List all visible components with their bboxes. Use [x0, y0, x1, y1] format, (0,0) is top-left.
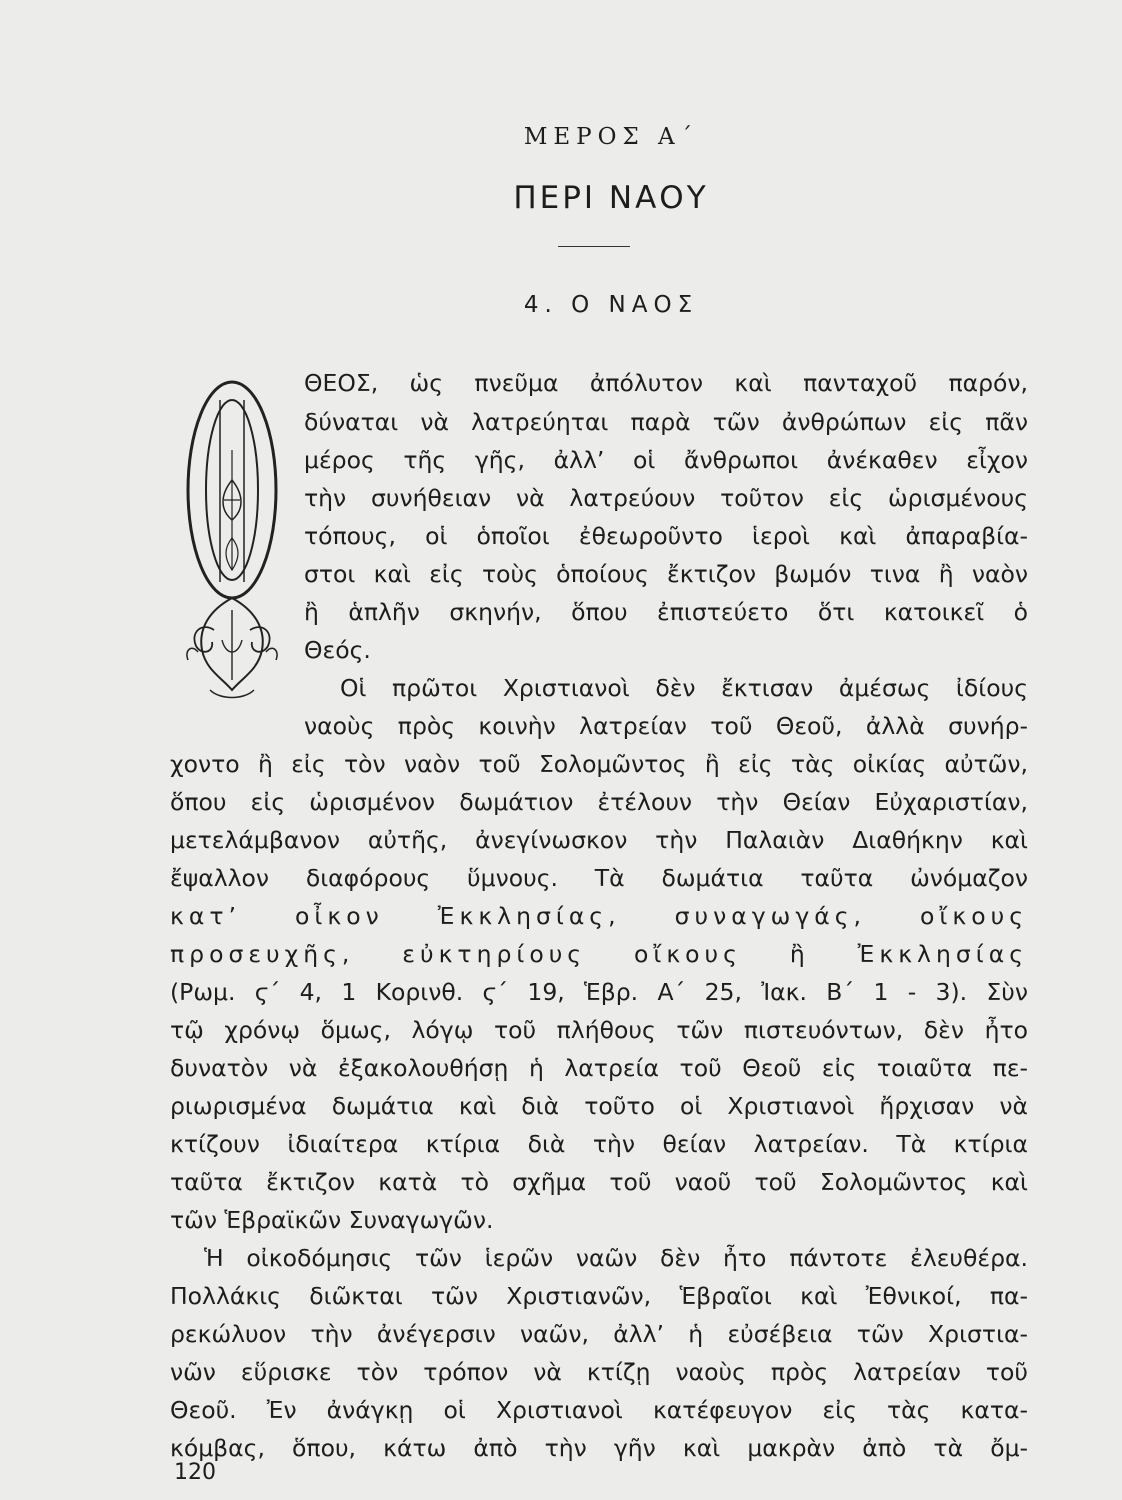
chapter-title: 4. Ο ΝΑΟΣ	[523, 292, 699, 318]
text-line-13: μετελάμβανον αὐτῆς, ἀνεγίνωσκον τὴν Παλαιὰν Διαθήκην καὶ	[170, 826, 1028, 854]
text-line-2: δύναται νὰ λατρεύηται παρὰ τῶν ἀνθρώπων εἰς πᾶν	[304, 408, 1028, 436]
part-title: ΜΕΡΟΣ Α΄	[523, 124, 699, 150]
text-line-16: προσευχῆς, εὐκτηρίους οἴκους ἢ Ἐκκλησίας	[170, 940, 1028, 968]
text-line-15: κατ’ οἶκον Ἐκκλησίας, συναγωγάς, οἴκους	[170, 902, 1028, 930]
text-line-4: τὴν συνήθειαν νὰ λατρεύουν τοῦτον εἰς ὡρισμένους	[304, 484, 1028, 512]
title-divider	[558, 246, 630, 247]
dropcap-letter: Ο	[232, 379, 234, 381]
text-line-8: Θεός.	[304, 636, 371, 664]
text-line-9: Οἱ πρῶτοι Χριστιανοὶ δὲν ἔκτισαν ἀμέσως ἰδίους	[340, 674, 1028, 702]
text-line-21: κτίζουν ἰδιαίτερα κτίρια διὰ τὴν θείαν λατρείαν. Τὰ κτίρια	[170, 1130, 1028, 1158]
text-line-17: (Ρωμ. ϛ΄ 4, 1 Κορινθ. ϛ΄ 19, Ἑβρ. Α΄ 25, Ἰακ. Β΄ 1 - 3). Σὺν	[170, 978, 1028, 1006]
text-line-5: τόπους, οἱ ὁποῖοι ἐθεωροῦντο ἱεροὶ καὶ ἀπαραβία-	[304, 522, 1028, 550]
page-number: 120	[174, 1460, 216, 1485]
text-line-23: τῶν Ἑβραϊκῶν Συναγωγῶν.	[170, 1206, 494, 1234]
section-title: ΠΕΡΙ ΝΑΟΥ	[513, 180, 709, 216]
text-line-12: ὅπου εἰς ὡρισμένον δωμάτιον ἐτέλουν τὴν Θείαν Εὐχαριστίαν,	[170, 788, 1028, 816]
text-line-14: ἔψαλλον διαφόρους ὕμνους. Τὰ δωμάτια ταῦτα ὠνόμαζον	[170, 864, 1028, 892]
text-line-22: ταῦτα ἔκτιζον κατὰ τὸ σχῆμα τοῦ ναοῦ τοῦ Σολομῶντος καὶ	[170, 1168, 1028, 1196]
text-line-29: κόμβας, ὅπου, κάτω ἀπὸ τὴν γῆν καὶ μακρὰν ἀπὸ τὰ ὄμ-	[170, 1434, 1028, 1462]
text-line-6: στοι καὶ εἰς τοὺς ὁποίους ἔκτιζον βωμόν τινα ἢ ναὸν	[304, 560, 1028, 588]
text-line-20: ριωρισμένα δωμάτια καὶ διὰ τοῦτο οἱ Χριστιανοὶ ἤρχισαν νὰ	[170, 1092, 1028, 1120]
text-line-11: χοντο ἢ εἰς τὸν ναὸν τοῦ Σολομῶντος ἢ εἰς τὰς οἰκίας αὐτῶν,	[170, 750, 1028, 778]
text-line-18: τῷ χρόνῳ ὅμως, λόγῳ τοῦ πλήθους τῶν πιστευόντων, δὲν ἦτο	[170, 1016, 1028, 1044]
text-line-28: Θεοῦ. Ἐν ἀνάγκῃ οἱ Χριστιανοὶ κατέφευγον εἰς τὰς κατα-	[170, 1396, 1028, 1424]
ornamental-dropcap	[180, 360, 290, 700]
text-line-7: ἢ ἁπλῆν σκηνήν, ὅπου ἐπιστεύετο ὅτι κατοικεῖ ὁ	[304, 598, 1028, 626]
text-line-26: ρεκώλυον τὴν ἀνέγερσιν ναῶν, ἀλλ’ ἡ εὐσέβεια τῶν Χριστια-	[170, 1320, 1028, 1348]
text-line-3: μέρος τῆς γῆς, ἀλλ’ οἱ ἄνθρωποι ἀνέκαθεν εἶχον	[304, 446, 1028, 474]
text-line-24: Ἡ οἰκοδόμησις τῶν ἱερῶν ναῶν δὲν ἦτο πάντοτε ἐλευθέρα.	[204, 1244, 1028, 1272]
text-line-1: ΘΕΟΣ, ὡς πνεῦμα ἀπόλυτον καὶ πανταχοῦ παρόν,	[304, 369, 1028, 397]
text-line-10: ναοὺς πρὸς κοινὴν λατρείαν τοῦ Θεοῦ, ἀλλὰ συνήρ-	[304, 712, 1028, 740]
text-line-27: νῶν εὕρισκε τὸν τρόπον νὰ κτίζῃ ναοὺς πρὸς λατρείαν τοῦ	[170, 1358, 1028, 1386]
text-line-25: Πολλάκις διῶκται τῶν Χριστιανῶν, Ἑβραῖοι καὶ Ἐθνικοί, πα-	[170, 1282, 1028, 1310]
text-line-19: δυνατὸν νὰ ἐξακολουθήσῃ ἡ λατρεία τοῦ Θεοῦ εἰς τοιαῦτα πε-	[170, 1054, 1028, 1082]
